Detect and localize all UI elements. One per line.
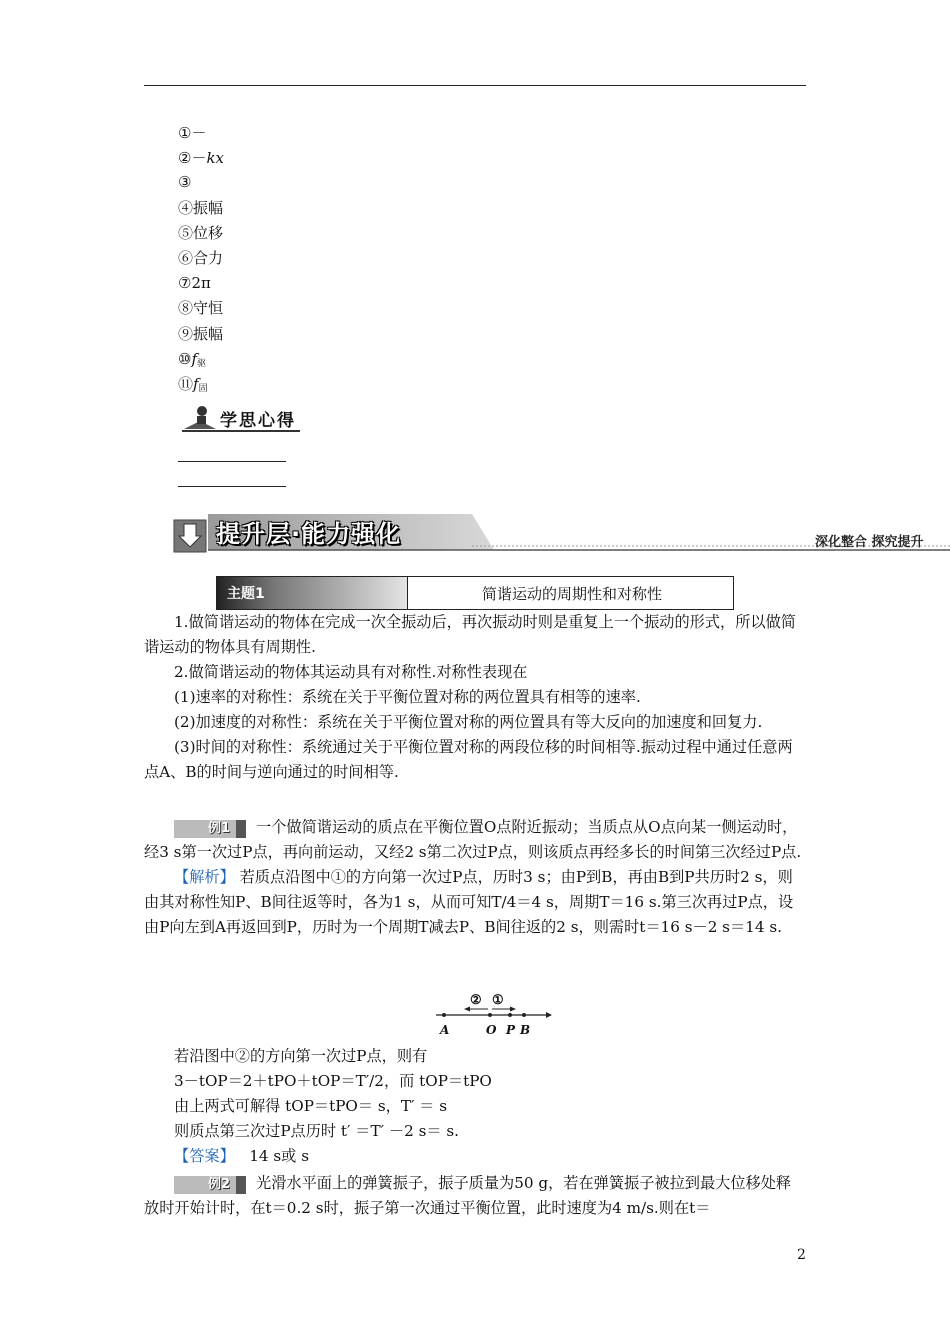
list-item-text: － bbox=[191, 124, 207, 142]
section-heading-text: 学思心得 bbox=[220, 411, 296, 431]
list-item bbox=[178, 172, 191, 192]
example-1-line-3: 由上两式可解得 tOP＝tPO＝ s，T′ ＝ s bbox=[174, 1097, 448, 1115]
example-1-tag: 例1 bbox=[174, 820, 246, 838]
list-item-symbol: f bbox=[193, 375, 199, 393]
diagram-arrow-2: ② bbox=[470, 993, 482, 1008]
list-item bbox=[178, 148, 224, 168]
list-item-mark: ⑧ bbox=[178, 299, 194, 317]
list-item-text: － bbox=[191, 149, 207, 167]
topic-title: 简谐运动的周期性和对称性 bbox=[482, 585, 663, 603]
list-item bbox=[178, 324, 223, 344]
topic-paragraphs bbox=[144, 610, 806, 785]
list-item-text: 合力 bbox=[193, 249, 224, 267]
paragraph-4: (2)加速度的对称性：系统在关于平衡位置对称的两位置具有等大反向的加速度和回复力. bbox=[174, 713, 763, 731]
paragraph-5: (3)时间的对称性：系统通过关于平衡位置对称的两段位移的时间相等.振动过程中通过任意两点A、B的时间与逆向通过的时间相等. bbox=[144, 738, 793, 781]
list-item-text: 守恒 bbox=[193, 299, 224, 317]
analysis-label: 【解析】 bbox=[174, 868, 235, 886]
blank-line-2 bbox=[178, 486, 286, 487]
banner-title: 提升层·能力强化 bbox=[216, 520, 402, 548]
diagram-label-B: B bbox=[520, 1023, 531, 1037]
list-item-mark: ③ bbox=[178, 173, 192, 191]
section-heading-reflection bbox=[180, 403, 300, 433]
list-item bbox=[178, 374, 208, 399]
diagram-label-O: O bbox=[486, 1023, 497, 1037]
diagram-label-P: P bbox=[506, 1023, 516, 1037]
paragraph-2: 2.做简谐运动的物体其运动具有对称性.对称性表现在 bbox=[174, 663, 528, 681]
answer-text: 14 s或 s bbox=[249, 1147, 309, 1165]
list-item-text: 振幅 bbox=[193, 325, 224, 343]
list-item bbox=[178, 223, 223, 243]
oscillation-diagram bbox=[430, 993, 554, 1043]
diagram-label-A: A bbox=[440, 1023, 450, 1037]
example-1-line-4: 则质点第三次过P点历时 t′ ＝T′ －2 s＝ s. bbox=[174, 1122, 460, 1140]
list-item-mark: ⑦ bbox=[178, 274, 192, 292]
list-item-mark: ⑪ bbox=[178, 375, 194, 393]
example-1 bbox=[144, 815, 806, 940]
topic-tag: 主题1 bbox=[227, 586, 265, 602]
example-2 bbox=[144, 1171, 806, 1221]
list-item bbox=[178, 349, 206, 374]
topic-tag-bg bbox=[217, 577, 407, 609]
paragraph-3: (1)速率的对称性：系统在关于平衡位置对称的两位置具有相等的速率. bbox=[174, 688, 641, 706]
list-item-symbol: kx bbox=[206, 149, 225, 167]
example-2-text: 光滑水平面上的弹簧振子，振子质量为50 g，若在弹簧振子被拉到最大位移处释放时开始计时，在t＝0.2 s时，振子第一次通过平衡位置，此时速度为4 m/s.则在t＝ bbox=[144, 1174, 792, 1217]
example-2-tag: 例2 bbox=[174, 1176, 246, 1194]
list-item-mark: ② bbox=[178, 149, 192, 167]
reading-person-icon bbox=[180, 403, 220, 433]
banner-subtitle: 深化整合 探究提升 bbox=[815, 535, 924, 550]
header-rule bbox=[144, 85, 806, 86]
list-item-subscript: 驱 bbox=[197, 359, 207, 369]
list-item-subscript: 固 bbox=[198, 384, 208, 394]
list-item-mark: ⑩ bbox=[178, 350, 192, 368]
list-item bbox=[178, 248, 223, 268]
list-item bbox=[178, 298, 223, 318]
list-item-text: 2π bbox=[191, 274, 211, 292]
list-item-symbol: f bbox=[191, 350, 198, 368]
example-1-question: 一个做简谐运动的质点在平衡位置O点附近振动；当质点从O点向某一侧运动时，经3 s第一次过P点，再向前运动，又经2 s第二次过P点，则该质点再经多长的时间第三次经过P点. bbox=[144, 818, 802, 861]
list-item-mark: ⑥ bbox=[178, 249, 194, 267]
example-1-line-2: 3－tOP＝2＋tPO＋tOP＝T′/2，而 tOP＝tPO bbox=[174, 1072, 492, 1090]
list-item-text: 位移 bbox=[193, 224, 224, 242]
list-item-mark: ① bbox=[178, 124, 192, 142]
analysis-text: 若质点沿图中①的方向第一次过P点，历时3 s；由P到B，再由B到P共历时2 s，则由其对称性知P、B间往返等时，各为1 s，从而可知T/4＝4 s，周期T＝16 s.第三次再过P点，设由P向左到A再返回到P，历时为一个周期T减去P、B间往返的2 s，则需时t＝16 s－2 s＝14 s. bbox=[144, 868, 794, 936]
section-banner bbox=[172, 510, 950, 555]
example-1-line-1: 若沿图中②的方向第一次过P点，则有 bbox=[174, 1047, 428, 1065]
list-item-mark: ④ bbox=[178, 199, 194, 217]
list-item-text: 振幅 bbox=[193, 199, 224, 217]
list-item-mark: ⑤ bbox=[178, 224, 194, 242]
paragraph-1: 1.做简谐运动的物体在完成一次全振动后，再次振动时则是重复上一个振动的形式，所以做简谐运动的物体具有周期性. bbox=[144, 613, 796, 656]
list-item bbox=[178, 273, 211, 293]
list-item-mark: ⑨ bbox=[178, 325, 194, 343]
answer-label: 【答案】 bbox=[174, 1147, 235, 1165]
example-1-continued bbox=[144, 1044, 806, 1169]
list-item bbox=[178, 123, 206, 143]
list-item bbox=[178, 198, 223, 218]
blank-line-1 bbox=[178, 461, 286, 462]
topic-box bbox=[216, 576, 734, 610]
diagram-arrow-1: ① bbox=[492, 993, 504, 1008]
page-number: 2 bbox=[797, 1247, 806, 1263]
heading-underline bbox=[218, 430, 300, 432]
topic-divider bbox=[407, 577, 408, 609]
